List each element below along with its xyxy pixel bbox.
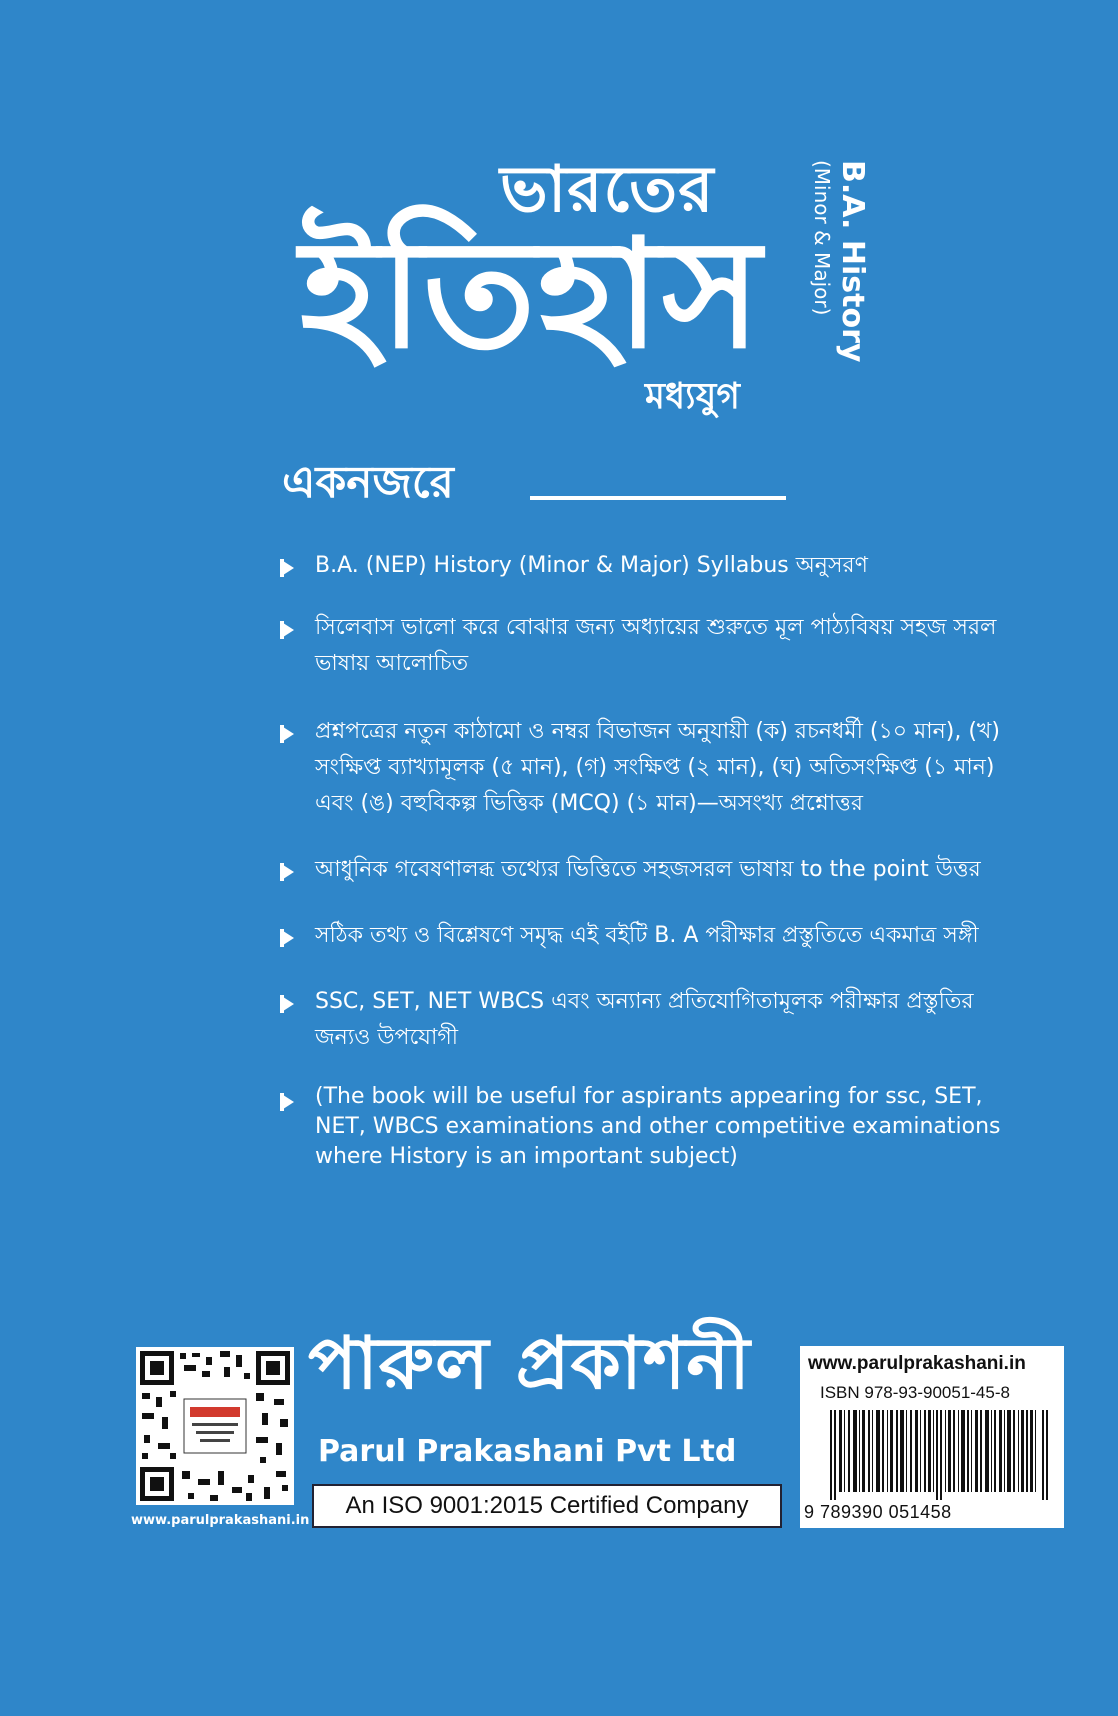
feature-text: আধুনিক গবেষণালব্ধ তথ্যের ভিত্তিতে সহজসরল ভাষায় to the point উত্তর bbox=[315, 857, 981, 882]
feature-item bbox=[280, 984, 1020, 1056]
iso-certification-text: An ISO 9001:2015 Certified Company bbox=[345, 1492, 749, 1519]
triangle-bullet-icon bbox=[280, 863, 294, 881]
at-a-glance-heading: একনজরে bbox=[282, 457, 454, 508]
feature-item bbox=[280, 548, 1020, 584]
publisher-website[interactable]: www.parulprakashani.in bbox=[808, 1353, 1026, 1374]
feature-text: B.A. (NEP) History (Minor & Major) Syllabus অনুসরণ bbox=[315, 553, 868, 578]
heading-underline bbox=[530, 496, 786, 500]
title-line-1: ভারতের bbox=[500, 153, 715, 227]
course-label: B.A. History bbox=[835, 160, 870, 363]
feature-text: SSC, SET, NET WBCS এবং অন্যান্য প্রতিযোগিতামূলক পরীক্ষার প্রস্তুতির জন্যও উপযোগী bbox=[315, 989, 974, 1050]
title-line-2: ইতিহাস bbox=[300, 208, 763, 382]
feature-text: সিলেবাস ভালো করে বোঝার জন্য অধ্যায়ের শুরুতে মূল পাঠ্যবিষয় সহজ সরল ভাষায় আলোচিত bbox=[315, 615, 997, 676]
feature-item bbox=[280, 852, 1020, 888]
feature-text: প্রশ্নপত্রের নতুন কাঠামো ও নম্বর বিভাজন অনুযায়ী (ক) রচনধর্মী (১০ মান), (খ) সংক্ষিপ্ত ব্যাখ্যামূলক (৫ মান), (গ) সংক্ষিপ্ত (২ মান), (ঘ) অতিসংক্ষিপ্ত (১ মান) এবং (ঙ) বহুবিকল্প ভিত্তিক (MCQ) (১ মান)—অসংখ্য প্রশ্নোত্তর bbox=[315, 719, 1000, 816]
qr-website-link[interactable]: www.parulprakashani.in bbox=[131, 1513, 310, 1528]
feature-list bbox=[280, 548, 1020, 1172]
triangle-bullet-icon bbox=[280, 559, 294, 577]
barcode-digits: 9 789390 051458 bbox=[804, 1502, 952, 1522]
course-label-vertical bbox=[810, 160, 870, 363]
subtitle: মধ্যযুগ bbox=[645, 376, 740, 417]
triangle-bullet-icon bbox=[280, 995, 294, 1013]
isbn-number: ISBN 978-93-90051-45-8 bbox=[820, 1383, 1010, 1402]
feature-text: (The book will be useful for aspirants appearing for ssc, SET, NET, WBCS examinations and other competitive examinations where History is an important subject) bbox=[315, 1084, 1001, 1169]
publisher-name-bengali: পারুল প্রকাশনী bbox=[308, 1321, 751, 1405]
feature-item bbox=[280, 714, 1020, 822]
feature-item bbox=[280, 610, 1020, 682]
barcode-icon bbox=[830, 1410, 1050, 1500]
publisher-name-english: Parul Prakashani Pvt Ltd bbox=[318, 1434, 737, 1469]
triangle-bullet-icon bbox=[280, 1093, 294, 1111]
qr-code-graphic bbox=[136, 1347, 294, 1505]
triangle-bullet-icon bbox=[280, 621, 294, 639]
triangle-bullet-icon bbox=[280, 725, 294, 743]
isbn-panel bbox=[800, 1346, 1064, 1528]
iso-certification-badge bbox=[312, 1484, 782, 1528]
feature-item bbox=[280, 918, 1020, 954]
course-detail: (Minor & Major) bbox=[810, 160, 834, 316]
triangle-bullet-icon bbox=[280, 929, 294, 947]
feature-item bbox=[280, 1082, 1020, 1172]
qr-code-icon[interactable] bbox=[136, 1347, 294, 1505]
feature-text: সঠিক তথ্য ও বিশ্লেষণে সমৃদ্ধ এই বইটি B. A পরীক্ষার প্রস্তুতিতে একমাত্র সঙ্গী bbox=[315, 923, 979, 948]
